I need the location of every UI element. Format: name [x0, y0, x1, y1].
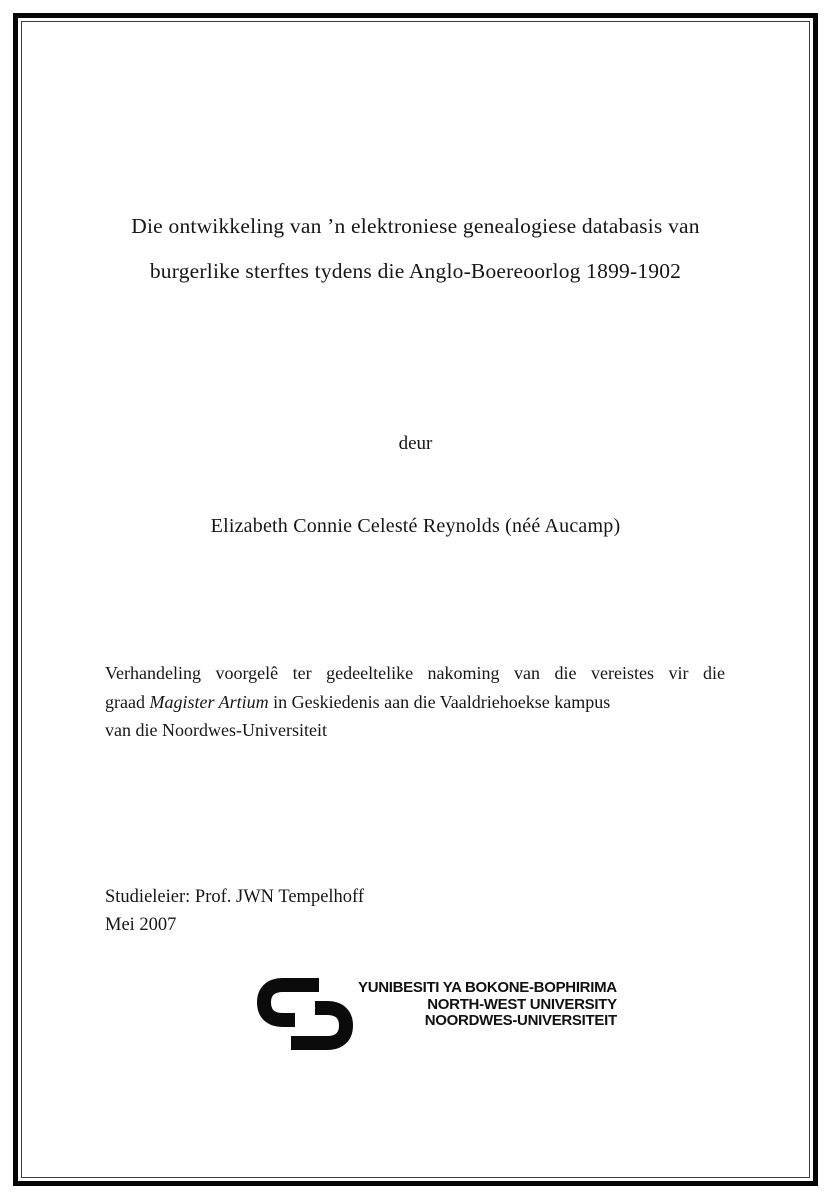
date-line: Mei 2007 [105, 915, 177, 935]
declaration-line-3: van die Noordwes-Universiteit [105, 720, 327, 740]
university-logotype [358, 980, 617, 1030]
declaration-line-1: Verhandeling voorgelê ter gedeeltelike nakoming van die vereistes vir die [105, 663, 725, 683]
supervisor-block [105, 883, 364, 939]
thesis-title-line-2: burgerlike sterftes tydens die Anglo-Boereoorlog 1899-1902 [149, 259, 682, 283]
supervisor-line: Studieleier: Prof. JWN Tempelhoff [105, 887, 365, 907]
logotype-line-afrikaans: NOORDWES-UNIVERSITEIT [424, 1012, 617, 1029]
north-west-university-interlock-mark-icon [257, 976, 353, 1052]
author-name: Elizabeth Connie Celesté Reynolds (néé Aucamp) [210, 515, 621, 537]
declaration-line-2-suffix: in Geskiedenis aan die Vaaldriehoekse kampus [268, 691, 611, 712]
thesis-title-line-1: Die ontwikkeling van ’n elektroniese genealogiese databasis van [131, 214, 700, 238]
degree-declaration [105, 659, 725, 745]
declaration-line-2 [105, 688, 725, 717]
declaration-line-2-prefix: graad [105, 691, 150, 712]
degree-name-italic: Magister Artium [149, 691, 269, 712]
thesis-title [60, 204, 771, 294]
university-logo [257, 976, 617, 1052]
byline-label: deur [398, 433, 433, 454]
logotype-line-english: NORTH-WEST UNIVERSITY [427, 995, 617, 1013]
logotype-line-setswana: YUNIBESITI YA BOKONE-BOPHIRIMA [358, 979, 617, 996]
